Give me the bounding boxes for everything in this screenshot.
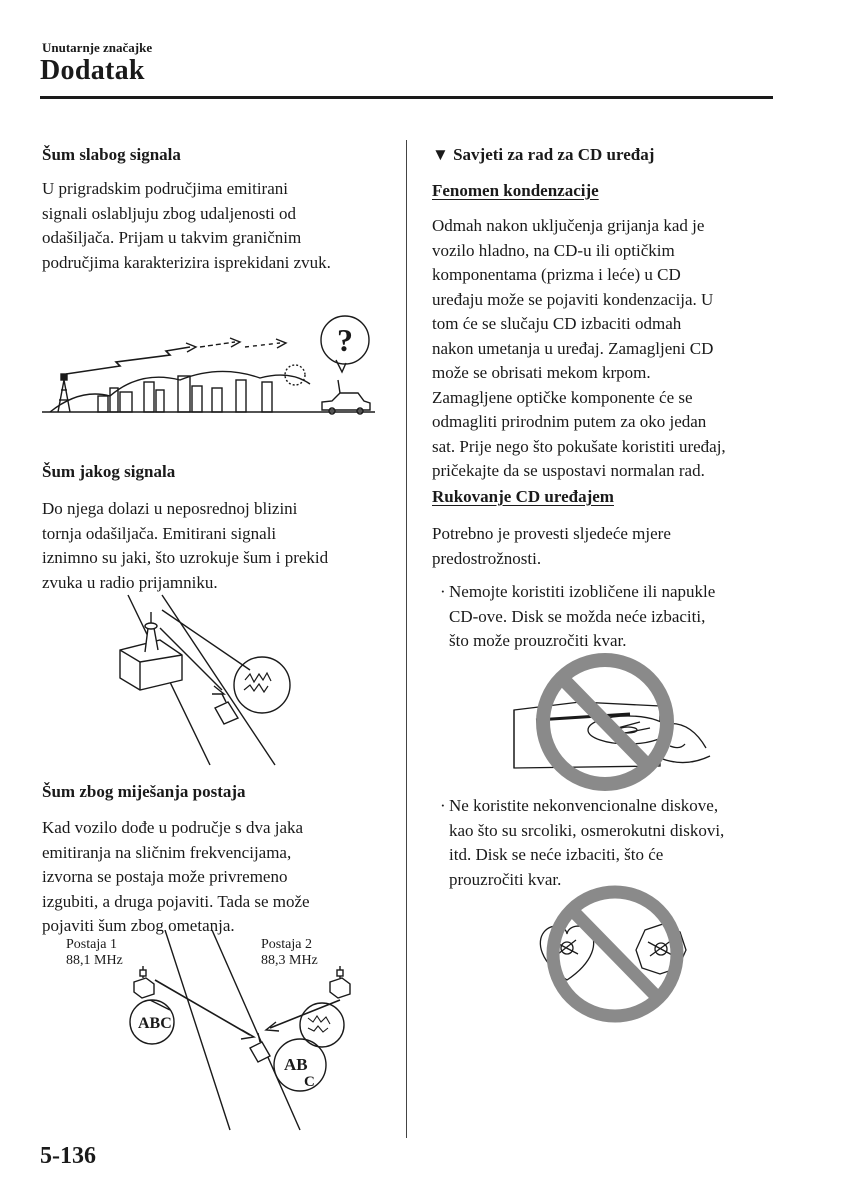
odd-shape-disc-illustration [530, 882, 700, 1027]
text-line: sat. Prije nego što pokušate koristiti uređaj, [432, 436, 726, 456]
station1-frequency: 88,1 MHz [66, 953, 123, 968]
strong-signal-illustration [110, 590, 310, 770]
text-line: komponentama (prizma i leće) u CD [432, 265, 681, 284]
cd-tips-heading: ▼ Savjeti za rad za CD uređaj [432, 145, 655, 164]
text-line: predostrožnosti. [432, 548, 542, 568]
text-line: kao što su srcoliki, osmerokutni diskovi, [449, 820, 725, 840]
section-label: Unutarnje značajke [42, 40, 153, 55]
text-line: izvorna se postaja može privremeno [42, 867, 288, 886]
text-line: Ne koristite nekonvencionalne diskove, [449, 796, 719, 815]
svg-text:C: C [304, 1074, 315, 1090]
text-line: tom će se slučaju CD izbaciti odmah [432, 314, 682, 333]
station2-frequency: 88,3 MHz [261, 953, 318, 968]
text-line: Do njega dolazi u neposrednoj blizini [42, 499, 298, 518]
page-number: 5-136 [40, 1143, 96, 1169]
svg-text:?: ? [337, 322, 353, 358]
text-line: pojaviti šum zbog ometanja. [42, 916, 235, 935]
car-icon [215, 694, 238, 724]
text-line: izgubiti, a druga pojaviti. Tada se može [42, 891, 310, 911]
text-line: odašiljača. Prijam u takvim graničnim [42, 228, 302, 247]
text-line: zvuka u radio prijamniku. [42, 572, 218, 592]
text-line: iznimno su jaki, što uzrokuje šum i prekid [42, 548, 329, 567]
text-line: tornja odašiljača. Emitirani signali [42, 523, 277, 543]
bullet-item [440, 580, 716, 654]
bullet-item [440, 794, 725, 892]
transmitter-tower-icon [120, 612, 182, 690]
text-line: itd. Disk se neće izbaciti, što će [449, 845, 664, 864]
svg-text:AB: AB [284, 1055, 308, 1074]
text-line: prouzročiti kvar. [449, 869, 562, 889]
transmitter-tower-icon [330, 966, 350, 998]
cracked-cd-illustration [510, 650, 720, 800]
station1-name: Postaja 1 [66, 937, 117, 952]
text-line: pričekajte da se uspostavi normalan rad. [432, 461, 705, 480]
text-line: Nemojte koristiti izobličene ili napukle [449, 582, 716, 601]
car-icon [322, 380, 370, 414]
text-line: Odmah nakon uključenja grijanja kad je [432, 216, 705, 235]
text-line: Zamagljene optičke komponente će se [432, 387, 693, 407]
text-line: nakon umetanja u uređaj. Zamagljeni CD [432, 338, 714, 358]
interference-heading: Šum zbog miješanja postaja [42, 782, 246, 801]
header-rule [40, 96, 773, 99]
column-divider [406, 140, 407, 1138]
text-line: U prigradskim područjima emitirani [42, 179, 288, 198]
transmitter-tower-icon [134, 966, 154, 998]
interference-illustration [100, 930, 370, 1135]
text-line: može se obrisati mekom krpom. [432, 363, 651, 382]
condensation-subheading: Fenomen kondenzacije [432, 181, 599, 200]
text-line: Potrebno je provesti sljedeće mjere [432, 524, 671, 543]
handling-subheading: Rukovanje CD uređajem [432, 487, 614, 506]
text-line: vozilo hladno, na CD-u ili optičkim [432, 240, 675, 260]
condensation-text [432, 214, 726, 484]
weak-signal-illustration [40, 300, 380, 420]
strong-signal-text [42, 497, 328, 595]
handling-intro [432, 522, 671, 571]
station2-name: Postaja 2 [261, 937, 312, 952]
weak-signal-text [42, 177, 331, 275]
text-line: Kad vozilo dođe u područje s dva jaka [42, 818, 304, 837]
text-line: CD-ove. Disk se možda neće izbaciti, [449, 606, 706, 626]
question-icon [321, 316, 369, 372]
text-line: što može prouzročiti kvar. [449, 631, 627, 650]
text-line: emitiranja na sličnim frekvencijama, [42, 842, 292, 862]
transmitter-tower-icon [58, 374, 70, 412]
weak-signal-heading: Šum slabog signala [42, 145, 181, 164]
bullet-dot: · [440, 796, 446, 815]
bullet-dot: · [440, 582, 446, 601]
page-title: Dodatak [40, 55, 145, 86]
text-line: odmagliti prirodnim putem za oko jedan [432, 412, 707, 431]
text-line: područjima karakterizira isprekidani zvuk. [42, 252, 331, 272]
svg-text:ABC: ABC [138, 1015, 172, 1032]
interference-text [42, 816, 310, 939]
text-line: uređaju može se pojaviti kondenzacija. U [432, 289, 714, 309]
text-line: signali oslabljuju zbog udaljenosti od [42, 203, 297, 223]
strong-signal-heading: Šum jakog signala [42, 462, 176, 481]
